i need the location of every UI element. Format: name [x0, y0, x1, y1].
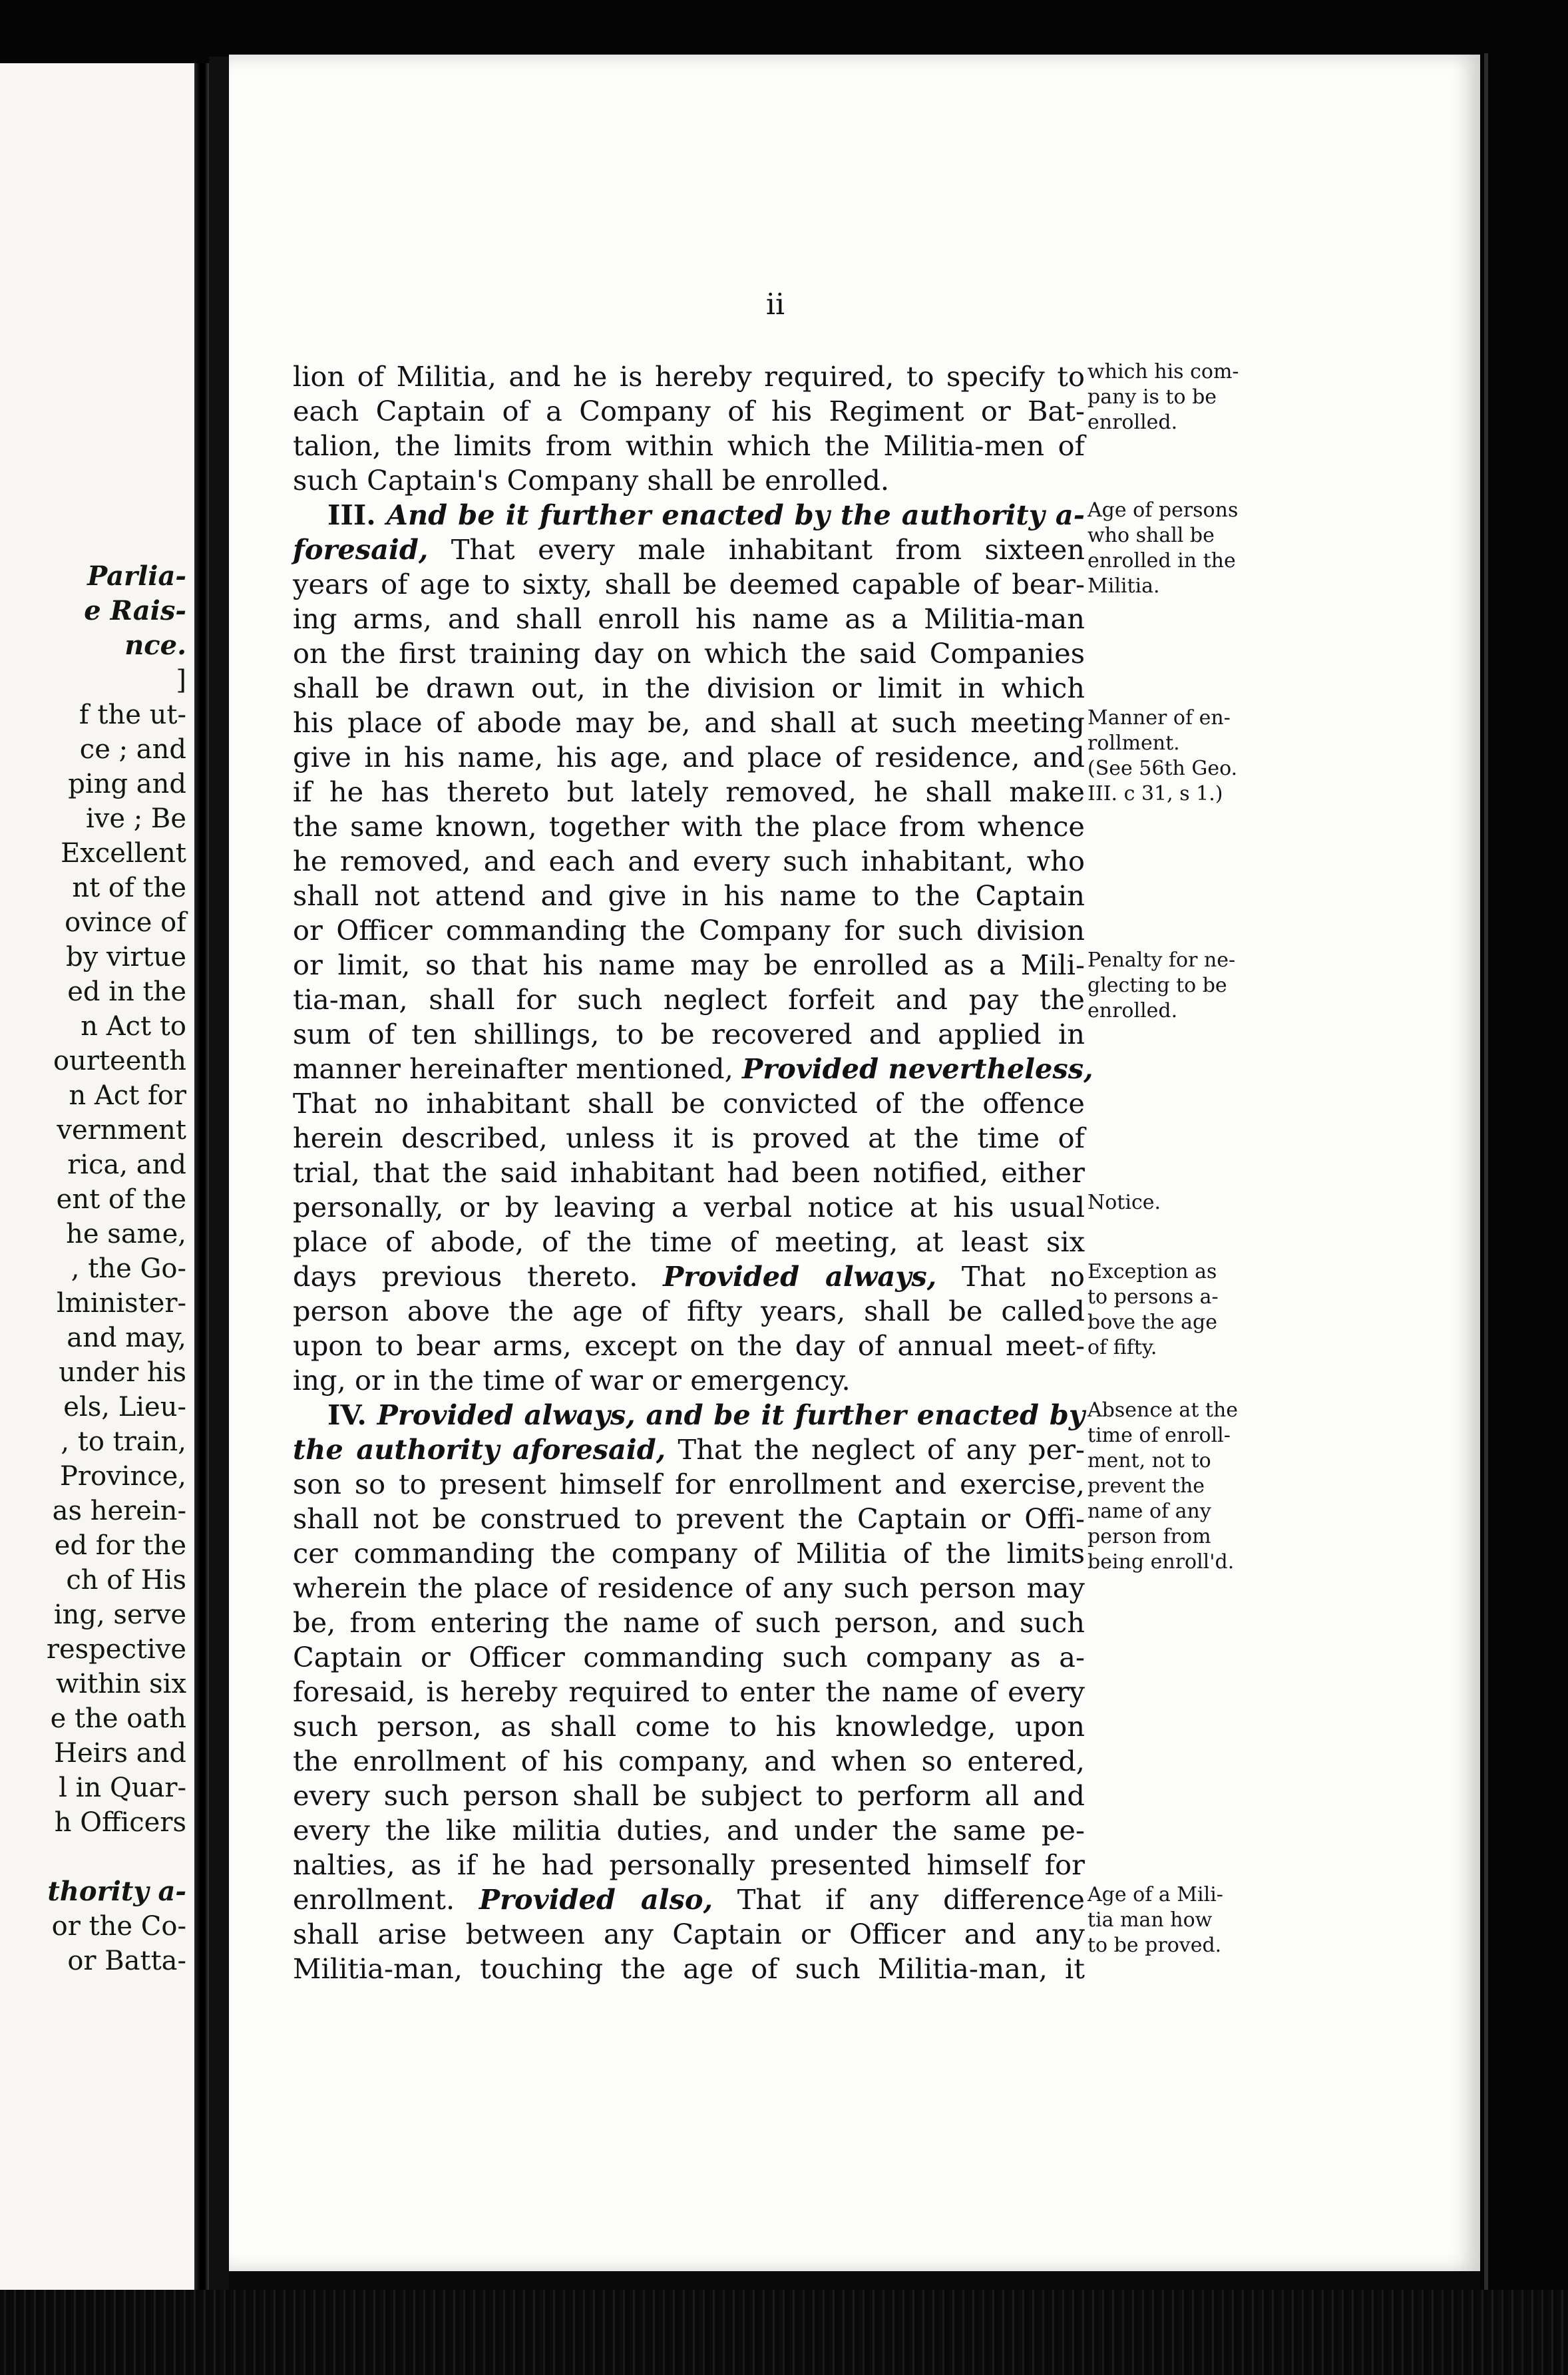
body-line — [293, 844, 1085, 879]
body-text-run: be, from entering the name of such person, and such — [293, 1606, 1085, 1639]
body-line — [293, 1813, 1085, 1848]
body-line — [293, 1329, 1085, 1363]
body-line — [293, 809, 1085, 844]
margin-note-line: Age of a Mili- — [1087, 1883, 1223, 1906]
body-text-run: ing arms, and shall enroll his name as a Militia-man — [293, 602, 1085, 635]
italic-text: And be it further enacted by the authority a- — [386, 499, 1085, 531]
margin-note-line: which his com- — [1087, 360, 1239, 383]
left-page-line: ed in the — [67, 976, 186, 1007]
body-text-run: shall not attend and give in his name to the Captain — [293, 879, 1085, 912]
italic-text: the authority aforesaid, — [293, 1433, 666, 1466]
body-text-run: foresaid, is hereby required to enter the name of every — [293, 1675, 1085, 1708]
left-page-line — [0, 1840, 186, 1874]
body-text — [293, 359, 1093, 1986]
left-page-line: and may, — [67, 1323, 186, 1353]
body-text-run: the same known, together with the place from whence — [293, 810, 1085, 843]
body-line — [293, 1432, 1085, 1467]
body-text-run: That if any difference — [713, 1883, 1085, 1916]
left-page-line: ed for the — [54, 1530, 186, 1561]
margin-note-line: III. c 31, s 1.) — [1087, 782, 1223, 805]
body-line — [293, 706, 1085, 740]
left-page-line: or Batta- — [67, 1946, 186, 1976]
body-line — [293, 1225, 1085, 1259]
scan-border-bottom — [0, 2290, 1568, 2375]
scan-border-top — [0, 0, 1568, 63]
margin-note-line: tia man how — [1087, 1908, 1213, 1932]
left-page-line: ch of His — [66, 1565, 186, 1596]
margin-note-line: to persons a- — [1087, 1285, 1219, 1309]
section-number: III. — [327, 499, 387, 531]
margin-note-line: of fifty. — [1087, 1336, 1157, 1359]
margin-note-line: glecting to be — [1087, 974, 1227, 997]
left-page — [0, 63, 194, 2290]
body-text-run: trial, that the said inhabitant had been notified, either — [293, 1156, 1085, 1189]
body-text-run: Militia-man, touching the age of such Militia-man, it — [293, 1952, 1085, 1985]
body-text-run: lion of Militia, and he is hereby required, to specify to — [293, 360, 1085, 393]
body-line — [293, 1502, 1085, 1536]
body-text-run: ing, or in the time of war or emergency. — [293, 1364, 851, 1397]
left-page-line: Parlia- — [87, 560, 186, 592]
margin-note-line: Absence at the — [1087, 1399, 1239, 1422]
left-page-line: Heirs and — [54, 1738, 186, 1769]
italic-text: Provided always, — [663, 1260, 937, 1293]
margin-note-line: Manner of en- — [1087, 706, 1231, 730]
italic-text: Provided nevertheless, — [742, 1052, 1093, 1085]
body-line — [293, 498, 1085, 533]
left-page-line: els, Lieu- — [63, 1392, 186, 1422]
body-line — [293, 1398, 1085, 1432]
body-line — [293, 1363, 1085, 1398]
margin-note-line: Notice. — [1087, 1191, 1161, 1214]
left-page-line: or the Co- — [51, 1911, 186, 1942]
page-edge-line — [1484, 53, 1488, 2290]
italic-text: Provided always, and be it further enacted by — [377, 1399, 1085, 1431]
page-number: ii — [765, 288, 785, 322]
left-page-line: Excellent — [61, 838, 186, 869]
left-page-line: under his — [59, 1357, 186, 1388]
left-page-line: Province, — [59, 1461, 186, 1492]
left-page-line: ent of the — [56, 1184, 186, 1215]
body-line — [293, 1709, 1085, 1744]
left-page-text — [0, 559, 186, 1978]
body-line — [293, 1294, 1085, 1329]
body-line — [293, 1086, 1085, 1121]
left-page-line: ing, serve — [53, 1600, 186, 1630]
body-text-run: sum of ten shillings, to be recovered and applied in — [293, 1018, 1085, 1050]
body-text-run: wherein the place of residence of any such person may — [293, 1572, 1085, 1604]
note-manner-of-enrollment — [1087, 706, 1287, 807]
body-text-run: every such person shall be subject to perform all and — [293, 1779, 1085, 1812]
margin-note-line: pany is to be — [1087, 385, 1217, 409]
left-page-line: thority a- — [47, 1876, 186, 1907]
body-text-run: That the neglect of any per- — [666, 1433, 1085, 1466]
margin-note-line: name of any — [1087, 1500, 1211, 1523]
body-text-run: shall be drawn out, in the division or limit in which — [293, 672, 1085, 704]
note-age-of-persons — [1087, 498, 1287, 599]
left-page-line: n Act for — [69, 1080, 186, 1111]
body-text-run: shall arise between any Captain or Officer and any — [293, 1918, 1085, 1950]
body-line — [293, 636, 1085, 671]
body-text-run: nalties, as if he had personally presented himself for — [293, 1848, 1085, 1881]
note-notice — [1087, 1190, 1287, 1215]
margin-note-line: Exception as — [1087, 1260, 1217, 1283]
margin-note-line: being enroll'd. — [1087, 1550, 1235, 1574]
margin-note-line: prevent the — [1087, 1474, 1205, 1498]
margin-note-line: Militia. — [1087, 574, 1160, 598]
body-line — [293, 1052, 1093, 1086]
body-text-run: each Captain of a Company of his Regiment or Bat- — [293, 395, 1085, 427]
body-line — [293, 982, 1085, 1017]
body-line — [293, 533, 1085, 567]
left-page-line: e Rais- — [84, 595, 186, 626]
body-line — [293, 359, 1085, 394]
body-line — [293, 1571, 1085, 1606]
body-line — [293, 913, 1085, 948]
note-exception — [1087, 1259, 1287, 1361]
body-line — [293, 1017, 1085, 1052]
body-text-run: such person, as shall come to his knowledge, upon — [293, 1710, 1085, 1743]
body-text-run: days previous thereto. — [293, 1260, 664, 1293]
body-text-run: cer commanding the company of Militia of the limits — [293, 1537, 1085, 1570]
left-page-line: f the ut- — [79, 700, 186, 730]
left-page-line: h Officers — [54, 1807, 186, 1838]
left-page-line: l in Quar- — [59, 1773, 186, 1803]
body-text-run: give in his name, his age, and place of residence, and — [293, 741, 1085, 773]
left-page-line: nce. — [124, 630, 186, 661]
body-line — [293, 602, 1085, 636]
body-text-run: he removed, and each and every such inhabitant, who — [293, 845, 1085, 877]
body-line — [293, 1536, 1085, 1571]
margin-note-line: enrolled. — [1087, 999, 1178, 1022]
body-text-run: personally, or by leaving a verbal notice at his usual — [293, 1191, 1085, 1223]
body-text-run: talion, the limits from within which the Militia-men of — [293, 429, 1085, 462]
body-line — [293, 775, 1085, 809]
body-text-run: son so to present himself for enrollment and exercise, — [293, 1468, 1085, 1500]
italic-text: Provided also, — [479, 1883, 713, 1916]
body-text-run: the enrollment of his company, and when so entered, — [293, 1745, 1085, 1777]
body-line — [293, 1156, 1085, 1190]
body-text-run: upon to bear arms, except on the day of annual meet- — [293, 1329, 1085, 1362]
body-line — [293, 1848, 1085, 1882]
left-page-line: respective — [46, 1634, 186, 1665]
left-page-line: , the Go- — [71, 1253, 186, 1284]
body-line — [293, 1606, 1085, 1640]
body-text-run: if he has thereto but lately removed, he shall make — [293, 775, 1085, 808]
left-page-line: ce ; and — [79, 734, 186, 765]
book-gutter — [194, 63, 209, 2290]
left-page-line: ovince of — [65, 907, 186, 938]
body-text-run: or Officer commanding the Company for such division — [293, 914, 1085, 947]
body-line — [293, 740, 1085, 775]
left-page-line: vernment — [57, 1115, 186, 1146]
body-text-run: That no — [936, 1260, 1085, 1293]
body-text-run: his place of abode may be, and shall at such meeting — [293, 706, 1085, 739]
body-line — [293, 879, 1085, 913]
body-line — [293, 429, 1085, 463]
note-age-proof — [1087, 1882, 1287, 1958]
italic-text: foresaid, — [293, 533, 429, 566]
left-page-line: nt of the — [72, 873, 186, 903]
left-page-line: n Act to — [81, 1011, 186, 1042]
body-text-run: tia-man, shall for such neglect forfeit and pay the — [293, 983, 1085, 1016]
margin-note-line: Age of persons — [1087, 499, 1239, 522]
scan-border-right — [1480, 47, 1568, 2303]
left-page-line: within six — [55, 1669, 186, 1699]
section-number: IV. — [327, 1399, 377, 1431]
left-page-line: ] — [176, 665, 186, 696]
body-text-run: That every male inhabitant from sixteen — [428, 533, 1085, 566]
margin-note-line: (See 56th Geo. — [1087, 757, 1238, 780]
right-page — [229, 55, 1480, 2271]
note-company-limits — [1087, 359, 1287, 435]
body-text-run: herein described, unless it is proved at the time of — [293, 1122, 1085, 1154]
margin-note-line: who shall be — [1087, 524, 1215, 547]
body-line — [293, 1121, 1085, 1156]
page-shadow — [209, 57, 229, 2296]
margin-note-line: bove the age — [1087, 1311, 1218, 1334]
left-page-line: , to train, — [61, 1426, 186, 1457]
body-line — [293, 394, 1085, 429]
body-line — [293, 1675, 1085, 1709]
body-text-run: That no inhabitant shall be convicted of the offence — [293, 1087, 1085, 1120]
note-absence — [1087, 1398, 1287, 1575]
body-text-run: years of age to sixty, shall be deemed capable of bear- — [293, 568, 1085, 600]
left-page-line: e the oath — [50, 1703, 186, 1734]
left-page-line: he same, — [66, 1219, 186, 1249]
body-text-run: every the like militia duties, and under the same pe- — [293, 1814, 1085, 1846]
body-line — [293, 671, 1085, 706]
left-page-line: rica, and — [67, 1150, 186, 1180]
margin-note-line: to be proved. — [1087, 1934, 1222, 1957]
note-penalty — [1087, 948, 1287, 1024]
body-text-run: Captain or Officer commanding such company as a- — [293, 1641, 1085, 1673]
body-text-run: place of abode, of the time of meeting, at least six — [293, 1225, 1085, 1258]
left-page-line: as herein- — [52, 1496, 186, 1526]
margin-note-line: time of enroll- — [1087, 1424, 1231, 1447]
body-text-run: enrollment. — [293, 1883, 479, 1916]
body-line — [293, 1779, 1085, 1813]
left-page-line: lminister- — [57, 1288, 186, 1319]
body-line — [293, 1259, 1085, 1294]
body-line — [293, 948, 1085, 982]
body-text-run: or limit, so that his name may be enrolled as a Mili- — [293, 949, 1085, 981]
body-line — [293, 1467, 1085, 1502]
body-line — [293, 1952, 1085, 1986]
left-page-line: ive ; Be — [85, 803, 186, 834]
body-text-run: manner hereinafter mentioned, — [293, 1052, 743, 1085]
body-line — [293, 567, 1085, 602]
left-page-line: ourteenth — [53, 1046, 186, 1076]
body-line — [293, 1917, 1085, 1952]
margin-note-line: Penalty for ne- — [1087, 949, 1236, 972]
margin-note-line: enrolled. — [1087, 411, 1178, 434]
body-text-run: on the first training day on which the said Companies — [293, 637, 1085, 670]
margin-note-line: person from — [1087, 1525, 1211, 1548]
body-line — [293, 1640, 1085, 1675]
body-line — [293, 463, 1085, 498]
body-text-run: person above the age of fifty years, shall be called — [293, 1295, 1085, 1327]
body-line — [293, 1190, 1085, 1225]
margin-note-line: ment, not to — [1087, 1449, 1211, 1472]
body-text-run: such Captain's Company shall be enrolled. — [293, 464, 890, 497]
body-line — [293, 1882, 1085, 1917]
margin-note-line: enrolled in the — [1087, 549, 1236, 572]
left-page-line: ping and — [68, 769, 186, 799]
left-page-line: by virtue — [66, 942, 186, 972]
margin-note-line: rollment. — [1087, 732, 1180, 755]
body-line — [293, 1744, 1085, 1779]
body-text-run: shall not be construed to prevent the Captain or Offi- — [293, 1502, 1085, 1535]
